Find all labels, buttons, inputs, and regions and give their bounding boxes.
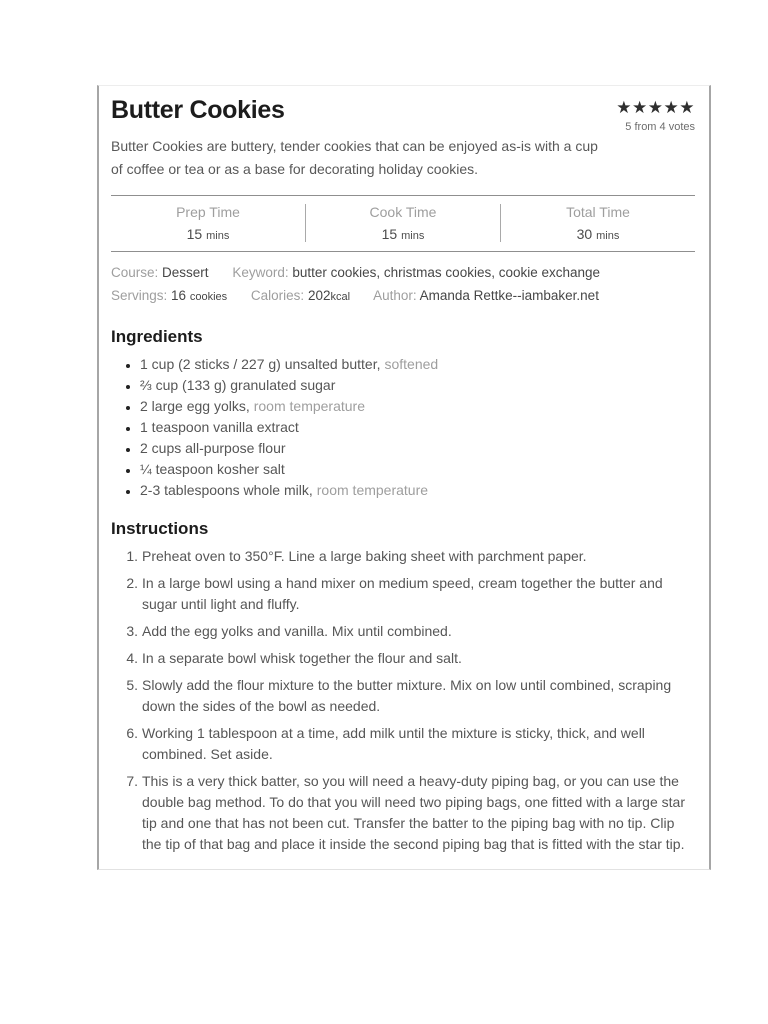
ingredient-note: room temperature <box>316 482 429 498</box>
ingredient-item <box>140 354 695 375</box>
step-text: Preheat oven to 350°F. Line a large baking sheet with parchment paper. <box>142 548 587 564</box>
instruction-step <box>111 621 695 642</box>
rating-block <box>616 94 695 133</box>
time-label: Cook Time <box>369 204 437 220</box>
time-column <box>111 204 305 242</box>
ingredient-text: 2 large egg yolks, <box>140 398 250 414</box>
step-number: 5. <box>126 677 138 693</box>
time-label: Total Time <box>566 204 630 220</box>
calories-value: 202 <box>307 288 331 303</box>
author-value: Amanda Rettke--iambaker.net <box>419 288 599 303</box>
course-label: Course: <box>111 265 159 280</box>
author-label: Author: <box>373 288 417 303</box>
instruction-step <box>111 723 695 765</box>
step-text: Slowly add the flour mixture to the butter mixture. Mix on low until combined, scraping down the sides of the bowl as needed. <box>142 677 672 714</box>
servings-unit: cookies <box>189 291 228 303</box>
star-icon[interactable]: ★ <box>679 98 695 117</box>
recipe-header-text <box>111 94 609 181</box>
ingredient-item <box>140 459 695 480</box>
instruction-step <box>111 771 695 855</box>
ingredients-list <box>111 354 695 501</box>
meta-author <box>373 288 599 303</box>
step-number: 3. <box>126 623 138 639</box>
step-number: 6. <box>126 725 138 741</box>
ingredient-item <box>140 417 695 438</box>
step-text: In a large bowl using a hand mixer on medium speed, cream together the butter and sugar until light and fluffy. <box>142 575 663 612</box>
step-number: 2. <box>126 575 138 591</box>
time-value: 30 mins <box>576 226 620 242</box>
meta-line-2 <box>111 284 695 309</box>
instruction-step <box>111 573 695 615</box>
ingredient-item <box>140 480 695 501</box>
calories-label: Calories: <box>250 288 305 303</box>
recipe-card <box>97 85 711 870</box>
star-icon[interactable]: ★ <box>632 98 648 117</box>
star-rating[interactable] <box>616 99 695 116</box>
ingredient-text: ⅔ cup (133 g) granulated sugar <box>140 377 336 393</box>
keyword-label: Keyword: <box>232 265 289 280</box>
servings-value: 16 <box>171 288 187 303</box>
calories-unit: kcal <box>330 291 351 303</box>
star-icon[interactable]: ★ <box>616 98 632 117</box>
keyword-value: butter cookies, christmas cookies, cookie exchange <box>292 265 601 280</box>
step-text: In a separate bowl whisk together the flour and salt. <box>142 650 462 666</box>
time-summary-row <box>111 195 695 252</box>
ingredient-text: ¼ teaspoon kosher salt <box>140 461 285 477</box>
time-column <box>305 204 500 242</box>
recipe-description: Butter Cookies are buttery, tender cookies that can be enjoyed as-is with a cup of coffee or tea or as a base for decorating holiday cookies. <box>111 138 598 177</box>
ingredient-text: 2-3 tablespoons whole milk, <box>140 482 313 498</box>
ingredient-item <box>140 438 695 459</box>
time-unit: mins <box>206 230 230 242</box>
rating-votes-text: 5 from 4 votes <box>625 121 695 133</box>
ingredient-item <box>140 396 695 417</box>
recipe-header <box>111 94 695 181</box>
recipe-title: Butter Cookies <box>111 96 285 124</box>
time-value: 15 mins <box>381 226 425 242</box>
step-text: This is a very thick batter, so you will need a heavy-duty piping bag, or you can use the double bag method. To do that you will need two piping bags, one fitted with a large star tip and one that has not been cut. Transfer the batter to the piping bag with no tip. Clip the tip of that bag and place it inside the second piping bag that is fitted with the star tip. <box>142 773 685 852</box>
ingredients-heading: Ingredients <box>111 327 203 346</box>
ingredient-note: softened <box>384 356 439 372</box>
instructions-heading: Instructions <box>111 519 209 538</box>
meta-servings <box>111 288 227 303</box>
time-unit: mins <box>596 230 620 242</box>
ingredient-text: 1 teaspoon vanilla extract <box>140 419 299 435</box>
meta-line-1 <box>111 261 695 284</box>
step-text: Working 1 tablespoon at a time, add milk until the mixture is sticky, thick, and well combined. Set aside. <box>142 725 645 762</box>
step-number: 1. <box>126 548 138 564</box>
instruction-step <box>111 546 695 567</box>
star-icon[interactable]: ★ <box>663 98 680 117</box>
time-column <box>500 204 695 242</box>
ingredient-item <box>140 375 695 396</box>
ingredient-text: 2 cups all-purpose flour <box>140 440 286 456</box>
time-value: 15 mins <box>186 226 230 242</box>
instruction-step <box>111 648 695 669</box>
instructions-list <box>111 546 695 855</box>
meta-course <box>111 265 209 280</box>
meta-calories <box>251 288 350 303</box>
recipe-meta <box>111 261 695 309</box>
servings-label: Servings: <box>111 288 168 303</box>
ingredient-text: 1 cup (2 sticks / 227 g) unsalted butter, <box>140 356 381 372</box>
step-number: 7. <box>126 773 138 789</box>
meta-keyword <box>232 265 600 280</box>
instruction-step <box>111 675 695 717</box>
ingredient-note: room temperature <box>253 398 366 414</box>
step-text: Add the egg yolks and vanilla. Mix until combined. <box>142 623 452 639</box>
step-number: 4. <box>126 650 138 666</box>
time-label: Prep Time <box>176 204 240 220</box>
course-value: Dessert <box>162 265 209 280</box>
time-unit: mins <box>401 230 425 242</box>
star-icon[interactable]: ★ <box>647 98 664 117</box>
